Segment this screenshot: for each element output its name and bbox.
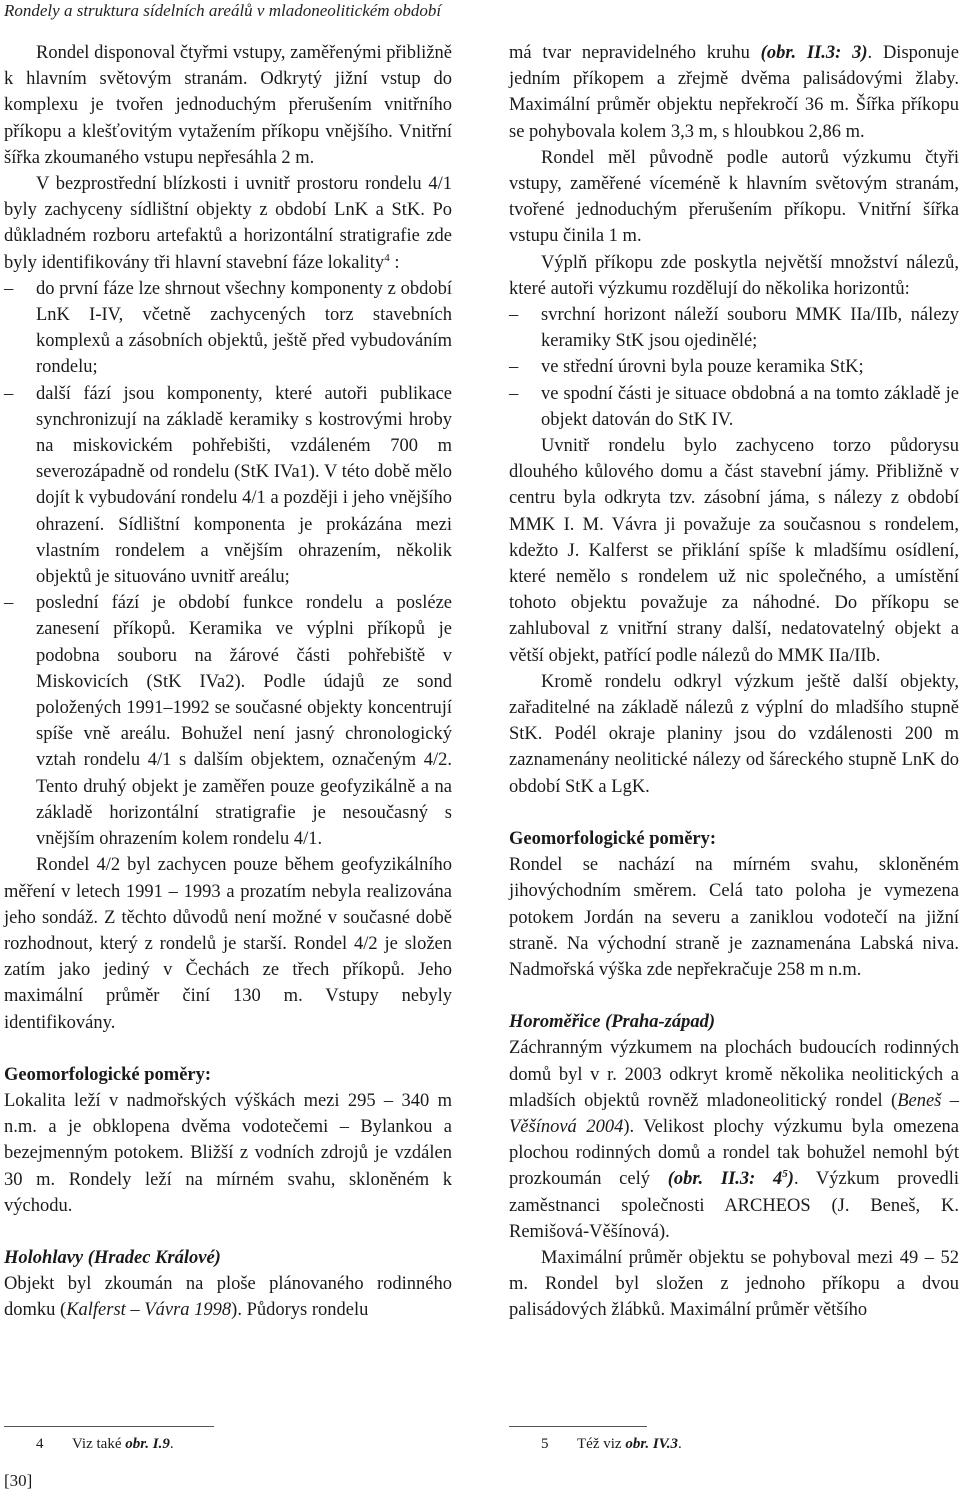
paragraph-text: ). Půdorys rondelu (231, 1300, 369, 1321)
running-head: Rondely a struktura sídelních areálů v mladoneolitickém období (4, 1, 442, 20)
paragraph-text: má tvar nepravidelného kruhu (509, 43, 761, 63)
figure-ref[interactable]: (obr. II.3: $4^5$) (667, 1168, 794, 1190)
paragraph (4, 1271, 452, 1323)
paragraph-text: Záchranným výzkumem na plochách budoucích rodinných domů byl v r. 2003 odkryt kromě několika neolitických a mladších objektů rovněž mladoneolitický rondel ( (509, 1038, 959, 1111)
paragraph-text: V bezprostřední blízkosti i uvnitř prostoru rondelu 4/1 byly zachyceny sídlištní objekty z období LnK a StK. Po důkladném rozboru artefaktů a horizontální stratigrafie zde byly identifikovány tři hlavní stavební fáze lokality (4, 174, 452, 273)
paragraph: Rondel měl původně podle autorů výzkumu čtyři vstupy, zaměřené víceméně k hlavním světovým stranám, tvořené jednoduchým přerušením příkopu. Vnitřní šířka vstupu činila 1 m. (509, 147, 959, 247)
figure-ref[interactable]: (obr. II.3: 3) (760, 43, 868, 63)
paragraph (509, 40, 959, 145)
figure-ref[interactable]: obr. I.9 (125, 1436, 170, 1452)
list-item: – další fází jsou komponenty, které autoři publikace synchronizují na základě keramiky s kostrovými hroby na miskovickém pohřebišti, vzdáleném 700 m severozápadně od rondelu (StK IVa1). V této době mělo dojít k vybudování rondelu 4/1 a později i jeho vnějšího ohrazení. Sídlištní komponenta je prokázána mezi vlastním rondelem a vnějším ohrazením, několik objektů je situováno uvnitř areálu; (4, 381, 452, 591)
footnote-number: 5 (541, 1436, 549, 1452)
list-item: – ve střední úrovni byla pouze keramika StK; (509, 354, 959, 380)
footnote-text: Viz také (72, 1436, 126, 1452)
footnote-end: . (677, 1436, 682, 1452)
paragraph: Uvnitř rondelu bylo zachyceno torzo půdorysu dlouhého kůlového domu a část stavební jámy. Přibližně v centru byla odkryta tzv. zásobní jáma, s nálezy z období MMK I. M. Vávra ji považuje za současnou s rondelem, kdežto J. Kalferst se přiklání spíše k mladšímu osídlení, které nemělo s rondelem už nic společného, a umístění tohoto objektu považuje za náhodné. Do příkopu se zahluboval z vnitřní strany další, nedatovatelný objekt a větší objekt, patřící podle nálezů do MMK IIa/IIb. (509, 436, 959, 666)
paragraph (509, 1035, 959, 1245)
footnote (36, 1434, 174, 1454)
paragraph (4, 171, 452, 276)
paragraph: Kromě rondelu odkryl výzkum ještě další objekty, zařaditelné na základě nálezů z výplní do mladšího stupně StK. Podél okraje planiny jsou do vzdálenosti 200 m zaznamenány neolitické nálezy od šáreckého stupně LnK do období StK a LgK. (509, 671, 959, 797)
paragraph-text-end: : (389, 252, 400, 273)
paragraph: Lokalita leží v nadmořských výškách mezi 295 – 340 m n.m. a je obklopena dvěma vodotečemi – Bylankou a bezejmenným potokem. Bližší z vodních zdrojů je vzdálen 30 m. Rondely leží na mírném svahu, skloněném k východu. (4, 1090, 452, 1216)
list-item: – do první fáze lze shrnout všechny komponenty z období LnK I-IV, včetně zachycených torz stavebních komplexů a zásobních objektů, ještě před vybudováním rondelu; (4, 276, 452, 381)
footnote-divider (4, 1426, 214, 1427)
page-number: [30] (4, 1471, 33, 1490)
paragraph-text: Objekt byl zkoumán na ploše plánovaného rodinného domku ( (4, 1274, 452, 1321)
paragraph-text: ). Velikost plochy výzkumu byla omezena plochou rodinných domů a rondel tak bohužel nemohl být prozkoumán celý (509, 1116, 960, 1190)
left-column (4, 40, 452, 1324)
paragraph: Výplň příkopu zde poskytla největší množství nálezů, které autoři výzkumu rozdělují do několika horizontů: (509, 252, 959, 299)
site-heading: Horoměřice (Praha-západ) (509, 1012, 716, 1033)
citation: Kalferst – Vávra 1998 (66, 1300, 232, 1321)
paragraph: Maximální průměr objektu se pohyboval mezi 49 – 52 m. Rondel byl složen z jednoho příkopu a dvou palisádových žlábků. Maximální průměr většího (509, 1247, 959, 1321)
list-item: – svrchní horizont náleží souboru MMK IIa/IIb, nálezy keramiky StK jsou ojedinělé; (509, 302, 959, 354)
paragraph-text: . Výzkum provedli zaměstnanci společnosti ARCHEOS (J. Beneš, K. Remišová-Věšínová). (509, 1169, 959, 1242)
paragraph: Rondel disponoval čtyřmi vstupy, zaměřenými přibližně k hlavním světovým stranám. Odkrytý jižní vstup do komplexu je tvořen jednoduchým přerušením vnitřního příkopu a klešťovitým vytažením příkopu vnějšího. Vnitřní šířka zkoumaného vstupu nepřesáhla 2 m. (4, 43, 452, 168)
paragraph: Rondel se nachází na mírném svahu, skloněném jihovýchodním směrem. Celá tato poloha je vymezena potokem Jordán na severu a zaniklou vodotečí na jižní straně. Na východní straně je zaznamenána Labská niva. Nadmořská výška zde nepřekračuje 258 m n.m. (509, 855, 959, 980)
paragraph-text: . Disponuje jedním příkopem a zřejmě dvěma palisádovými žlaby. Maximální průměr objektu nepřekročí 36 m. Šířka příkopu se pohybovala kolem 3,3 m, s hloubkou 2,86 m. (509, 43, 959, 142)
list-item: – poslední fází je období funkce rondelu a posléze zanesení příkopů. Keramika ve výplni příkopů je podobna souboru na žárové části pohřebiště v Miskovicích (StK IVa2). Podle údajů ze sond položených 1991–1992 se současné objekty koncentrují spíše vně areálu. Bohužel není jasný chronologický vztah rondelu 4/1 s dalším objektem, označeným 4/2. Tento druhý objekt je zaměřen pouze geofyzikálně a na základě horizontální stratigrafie je nesoučasný s vnějším ohrazením kolem rondelu 4/1. (4, 590, 452, 852)
figure-ref[interactable]: obr. IV.3 (625, 1436, 678, 1452)
site-heading: Holohlavy (Hradec Králové) (4, 1247, 221, 1268)
footnote-text: Též viz (577, 1436, 626, 1452)
footnote (541, 1434, 682, 1454)
citation: Beneš – Věšínová 2004 (509, 1090, 959, 1137)
paragraph: Rondel 4/2 byl zachycen pouze během geofyzikálního měření v letech 1991 – 1993 a prozatím nebyla realizována jeho sondáž. Z těchto důvodů není možné v současné době rozhodnout, který z rondelů je starší. Rondel 4/2 je složen zatím jako jediný v Čechách ze třech příkopů. Jeho maximální průměr činí 130 m. Vstupy nebyly identifikovány. (4, 855, 452, 1033)
section-heading: Geomorfologické poměry: (4, 1064, 212, 1085)
footnote-ref[interactable]: 4 (384, 251, 390, 264)
footnote-divider (509, 1426, 647, 1427)
right-column (509, 40, 959, 1324)
phase-list (4, 276, 452, 852)
footnote-end: . (169, 1436, 174, 1452)
horizon-list (509, 302, 959, 433)
footnote-number: 4 (36, 1436, 44, 1452)
section-heading: Geomorfologické poměry: (509, 828, 717, 849)
list-item: – ve spodní části je situace obdobná a na tomto základě je objekt datován do StK IV. (509, 381, 959, 433)
